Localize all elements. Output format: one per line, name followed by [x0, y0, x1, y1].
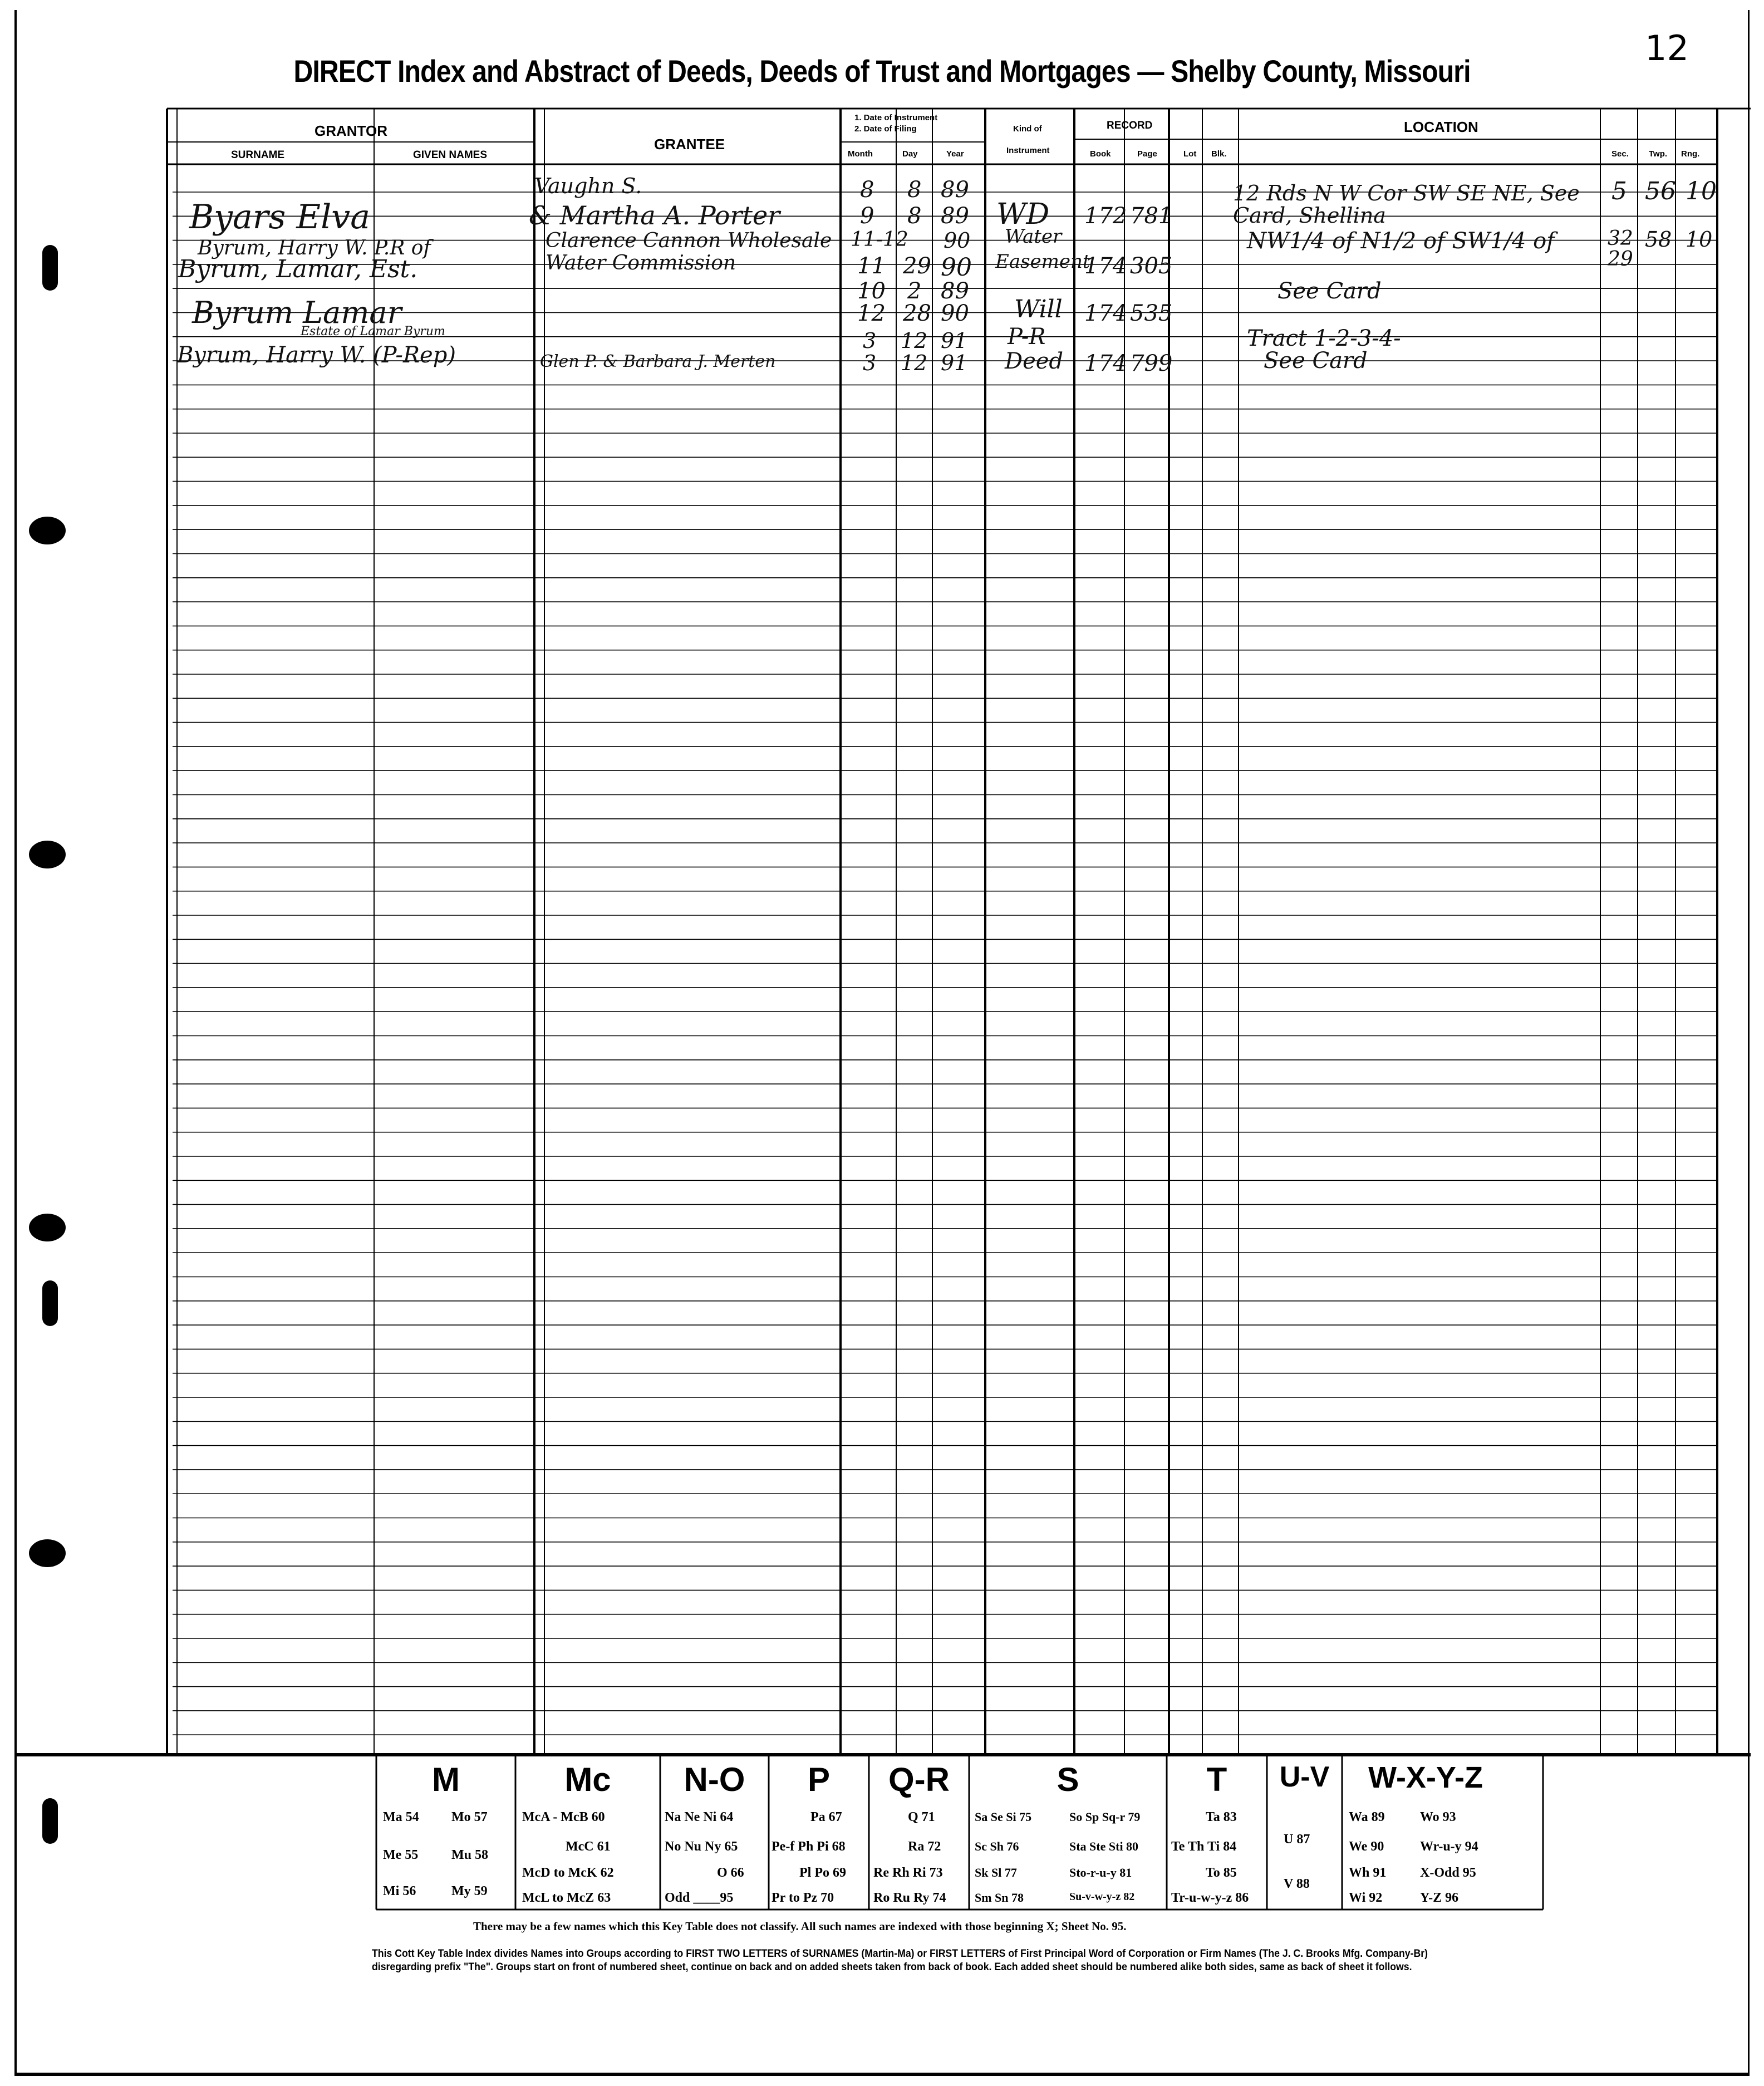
page-number: 12: [1645, 28, 1689, 68]
key-item: No Nu Ny 65: [665, 1839, 738, 1854]
key-item: Sm Sn 78: [975, 1891, 1024, 1905]
key-item: Ra 72: [908, 1839, 941, 1854]
grantor-entry: Byrum Lamar: [192, 295, 402, 330]
key-item: McL to McZ 63: [522, 1891, 611, 1905]
header-lot: Lot: [1183, 149, 1197, 159]
header-given-names: GIVEN NAMES: [413, 149, 488, 161]
header-kind-1: Kind of: [1013, 124, 1042, 134]
key-letter: Mc: [564, 1761, 611, 1798]
book-entry: 174: [1084, 253, 1127, 279]
kind-entry: WD: [996, 198, 1050, 231]
location-entry: Card, Shellina: [1233, 203, 1386, 228]
year-entry: 91: [941, 328, 968, 353]
key-group-u-v: [1267, 1757, 1342, 1910]
key-item: Pr to Pz 70: [772, 1891, 834, 1905]
book-entry: 172: [1084, 203, 1127, 229]
key-group-mc: [515, 1757, 660, 1910]
key-item: Ta 83: [1206, 1810, 1237, 1824]
twp-entry: 58: [1645, 227, 1672, 252]
header-month: Month: [848, 149, 873, 159]
header-rng: Rng.: [1681, 149, 1700, 159]
kind-entry: Will: [1014, 295, 1063, 323]
year-entry: 90: [944, 228, 971, 253]
key-item: Wr-u-y 94: [1420, 1839, 1478, 1854]
key-item: Sa Se Si 75: [975, 1810, 1032, 1824]
month-entry: 9: [860, 203, 874, 229]
twp-entry: 56: [1645, 177, 1676, 205]
key-item: Wa 89: [1349, 1810, 1385, 1824]
key-item: U 87: [1284, 1832, 1310, 1847]
year-entry: 91: [941, 351, 968, 375]
key-letter: Q-R: [888, 1761, 950, 1798]
month-entry: 10: [857, 278, 886, 304]
grantor-entry: Byrum, Harry W. P.R of: [198, 237, 431, 259]
header-location: LOCATION: [1404, 119, 1478, 135]
year-entry: 90: [941, 301, 969, 326]
key-item: Tr-u-w-y-z 86: [1171, 1891, 1249, 1905]
key-item: McA - McB 60: [522, 1810, 605, 1824]
header-surname: SURNAME: [231, 149, 285, 161]
key-item: X-Odd 95: [1420, 1866, 1476, 1880]
key-item: Sc Sh 76: [975, 1839, 1019, 1853]
grantee-entry: Water Commission: [546, 252, 736, 274]
location-entry: 12 Rds N W Cor SW SE NE, See: [1233, 181, 1580, 205]
year-entry: 89: [941, 278, 969, 304]
year-entry: 89: [941, 177, 969, 203]
key-letter: U-V: [1279, 1761, 1330, 1793]
key-item: Pa 67: [810, 1810, 842, 1824]
sec-entry: 29: [1608, 248, 1633, 271]
key-item: Te Th Ti 84: [1171, 1839, 1237, 1854]
key-item: McD to McK 62: [522, 1866, 614, 1880]
key-group-m: [376, 1757, 515, 1910]
key-table: [376, 1757, 1543, 1910]
key-item: Wi 92: [1349, 1891, 1383, 1905]
header-grantor: GRANTOR: [315, 122, 387, 139]
day-entry: 8: [907, 177, 922, 203]
month-entry: 3: [863, 351, 877, 375]
rng-entry: 10: [1686, 177, 1717, 205]
key-letter: T: [1206, 1761, 1227, 1798]
grantor-entry: Byrum, Harry W. (P-Rep): [177, 342, 456, 368]
location-entry: See Card: [1277, 278, 1382, 304]
grantor-entry: Byrum, Lamar, Est.: [178, 255, 418, 283]
month-entry: 3: [863, 328, 877, 353]
key-item: V 88: [1284, 1877, 1310, 1891]
key-item: Pl Po 69: [799, 1866, 846, 1880]
sec-entry: 32: [1608, 227, 1633, 250]
month-entry: 11-12: [851, 228, 908, 251]
key-item: Re Rh Ri 73: [873, 1866, 943, 1880]
header-day: Day: [902, 149, 918, 159]
year-entry: 90: [941, 253, 972, 282]
sec-entry: 5: [1611, 177, 1627, 205]
key-item: Su-v-w-y-z 82: [1069, 1891, 1135, 1903]
year-entry: 89: [941, 203, 969, 229]
key-letter: P: [807, 1761, 831, 1798]
day-entry: 2: [907, 278, 922, 304]
day-entry: 12: [901, 328, 928, 353]
header-grantee: GRANTEE: [654, 136, 725, 153]
grantee-entry: & Martha A. Porter: [529, 200, 780, 230]
key-item: Mo 57: [451, 1810, 488, 1824]
day-entry: 8: [907, 203, 922, 229]
grantee-entry: Clarence Cannon Wholesale: [546, 229, 832, 252]
key-letter: W-X-Y-Z: [1368, 1761, 1483, 1794]
kind-entry: P-R: [1008, 324, 1046, 350]
footer-note: This Cott Key Table Index divides Names into Groups according to FIRST TWO LETTERS of SURNAMES (Martin-Ma) or FIRST LETTERS of First Principal Word of Corporation or Firm Names (The J. C. Brooks Mfg. Company-Br) disregarding prefix "The". Groups start on front of numbered sheet, continue on back and on added sheets taken from back of book. Each added sheet should be numbered alike both sides, same as back of sheet it follows.: [372, 1948, 1428, 1973]
key-item: To 85: [1206, 1866, 1237, 1880]
kind-entry: Easement: [995, 251, 1090, 273]
month-entry: 11: [857, 253, 886, 279]
header-kind-2: Instrument: [1006, 146, 1050, 155]
key-group-q-r: [869, 1757, 969, 1910]
key-item: Odd ____95: [665, 1891, 734, 1905]
key-item: Mu 58: [451, 1848, 488, 1862]
location-entry: NW1/4 of N1/2 of SW1/4 of: [1247, 228, 1555, 254]
header-date-2: 2. Date of Filing: [854, 124, 917, 134]
key-item: Q 71: [908, 1810, 935, 1824]
header-book: Book: [1090, 149, 1111, 159]
grantor-entry: Byars Elva: [189, 198, 370, 237]
grantee-entry: Glen P. & Barbara J. Merten: [540, 352, 776, 371]
page-entry: 305: [1130, 253, 1173, 279]
key-item: Ro Ru Ry 74: [873, 1891, 946, 1905]
key-item: Mi 56: [383, 1884, 416, 1898]
day-entry: 12: [901, 351, 928, 375]
key-item: Me 55: [383, 1848, 419, 1862]
key-item: Sto-r-u-y 81: [1069, 1866, 1132, 1879]
grantor-note: Estate of Lamar Byrum: [301, 325, 445, 338]
key-group-n-o: [660, 1757, 769, 1910]
key-item: Wh 91: [1349, 1866, 1387, 1880]
day-entry: 29: [903, 253, 931, 279]
key-group-t: [1167, 1757, 1267, 1910]
header-page: Page: [1137, 149, 1157, 159]
key-letter: N-O: [684, 1761, 745, 1798]
location-entry: Tract 1-2-3-4-: [1247, 326, 1401, 351]
rng-entry: 10: [1686, 227, 1713, 252]
book-entry: 174: [1084, 351, 1127, 376]
month-entry: 12: [857, 301, 886, 326]
page-title: DIRECT Index and Abstract of Deeds, Deeds of Trust and Mortgages — Shelby County, Missouri: [293, 53, 1471, 89]
page-entry: 781: [1130, 203, 1173, 229]
header-sec: Sec.: [1611, 149, 1629, 159]
page-entry: 799: [1130, 351, 1173, 376]
kind-entry: Water: [1005, 225, 1062, 248]
key-letter: S: [1057, 1761, 1079, 1798]
key-item: McC 61: [566, 1839, 611, 1854]
key-item: Ma 54: [383, 1810, 419, 1824]
kind-entry: Deed: [1005, 349, 1064, 374]
page-entry: 535: [1130, 301, 1173, 326]
key-item: We 90: [1349, 1839, 1384, 1854]
key-item: Sta Ste Sti 80: [1069, 1839, 1139, 1853]
header-record: RECORD: [1107, 120, 1153, 131]
key-item: Wo 93: [1420, 1810, 1456, 1824]
header-blk: Blk.: [1211, 149, 1227, 159]
location-entry: See Card: [1264, 348, 1368, 374]
header-year: Year: [946, 149, 964, 159]
month-entry: 8: [860, 177, 874, 203]
key-item: O 66: [717, 1866, 744, 1880]
key-group-s: [969, 1757, 1167, 1910]
header-twp: Twp.: [1649, 149, 1668, 159]
day-entry: 28: [903, 301, 931, 326]
key-letter: M: [432, 1761, 460, 1798]
grantee-entry: Vaughn S.: [534, 174, 642, 198]
key-group-w-x-y-z: [1342, 1757, 1509, 1910]
key-item: Na Ne Ni 64: [665, 1810, 734, 1824]
key-item: Y-Z 96: [1420, 1891, 1459, 1905]
key-group-p: [769, 1757, 869, 1910]
key-item: Sk Sl 77: [975, 1866, 1017, 1879]
key-item: Pe-f Ph Pi 68: [772, 1839, 846, 1854]
key-table-note: There may be a few names which this Key Table does not classify. All such names are indexed with those beginning X; Sheet No. 95.: [473, 1920, 1127, 1933]
key-item: My 59: [451, 1884, 488, 1898]
book-entry: 174: [1084, 301, 1127, 326]
header-date-1: 1. Date of Instrument: [854, 113, 938, 122]
key-item: So Sp Sq-r 79: [1069, 1810, 1141, 1824]
